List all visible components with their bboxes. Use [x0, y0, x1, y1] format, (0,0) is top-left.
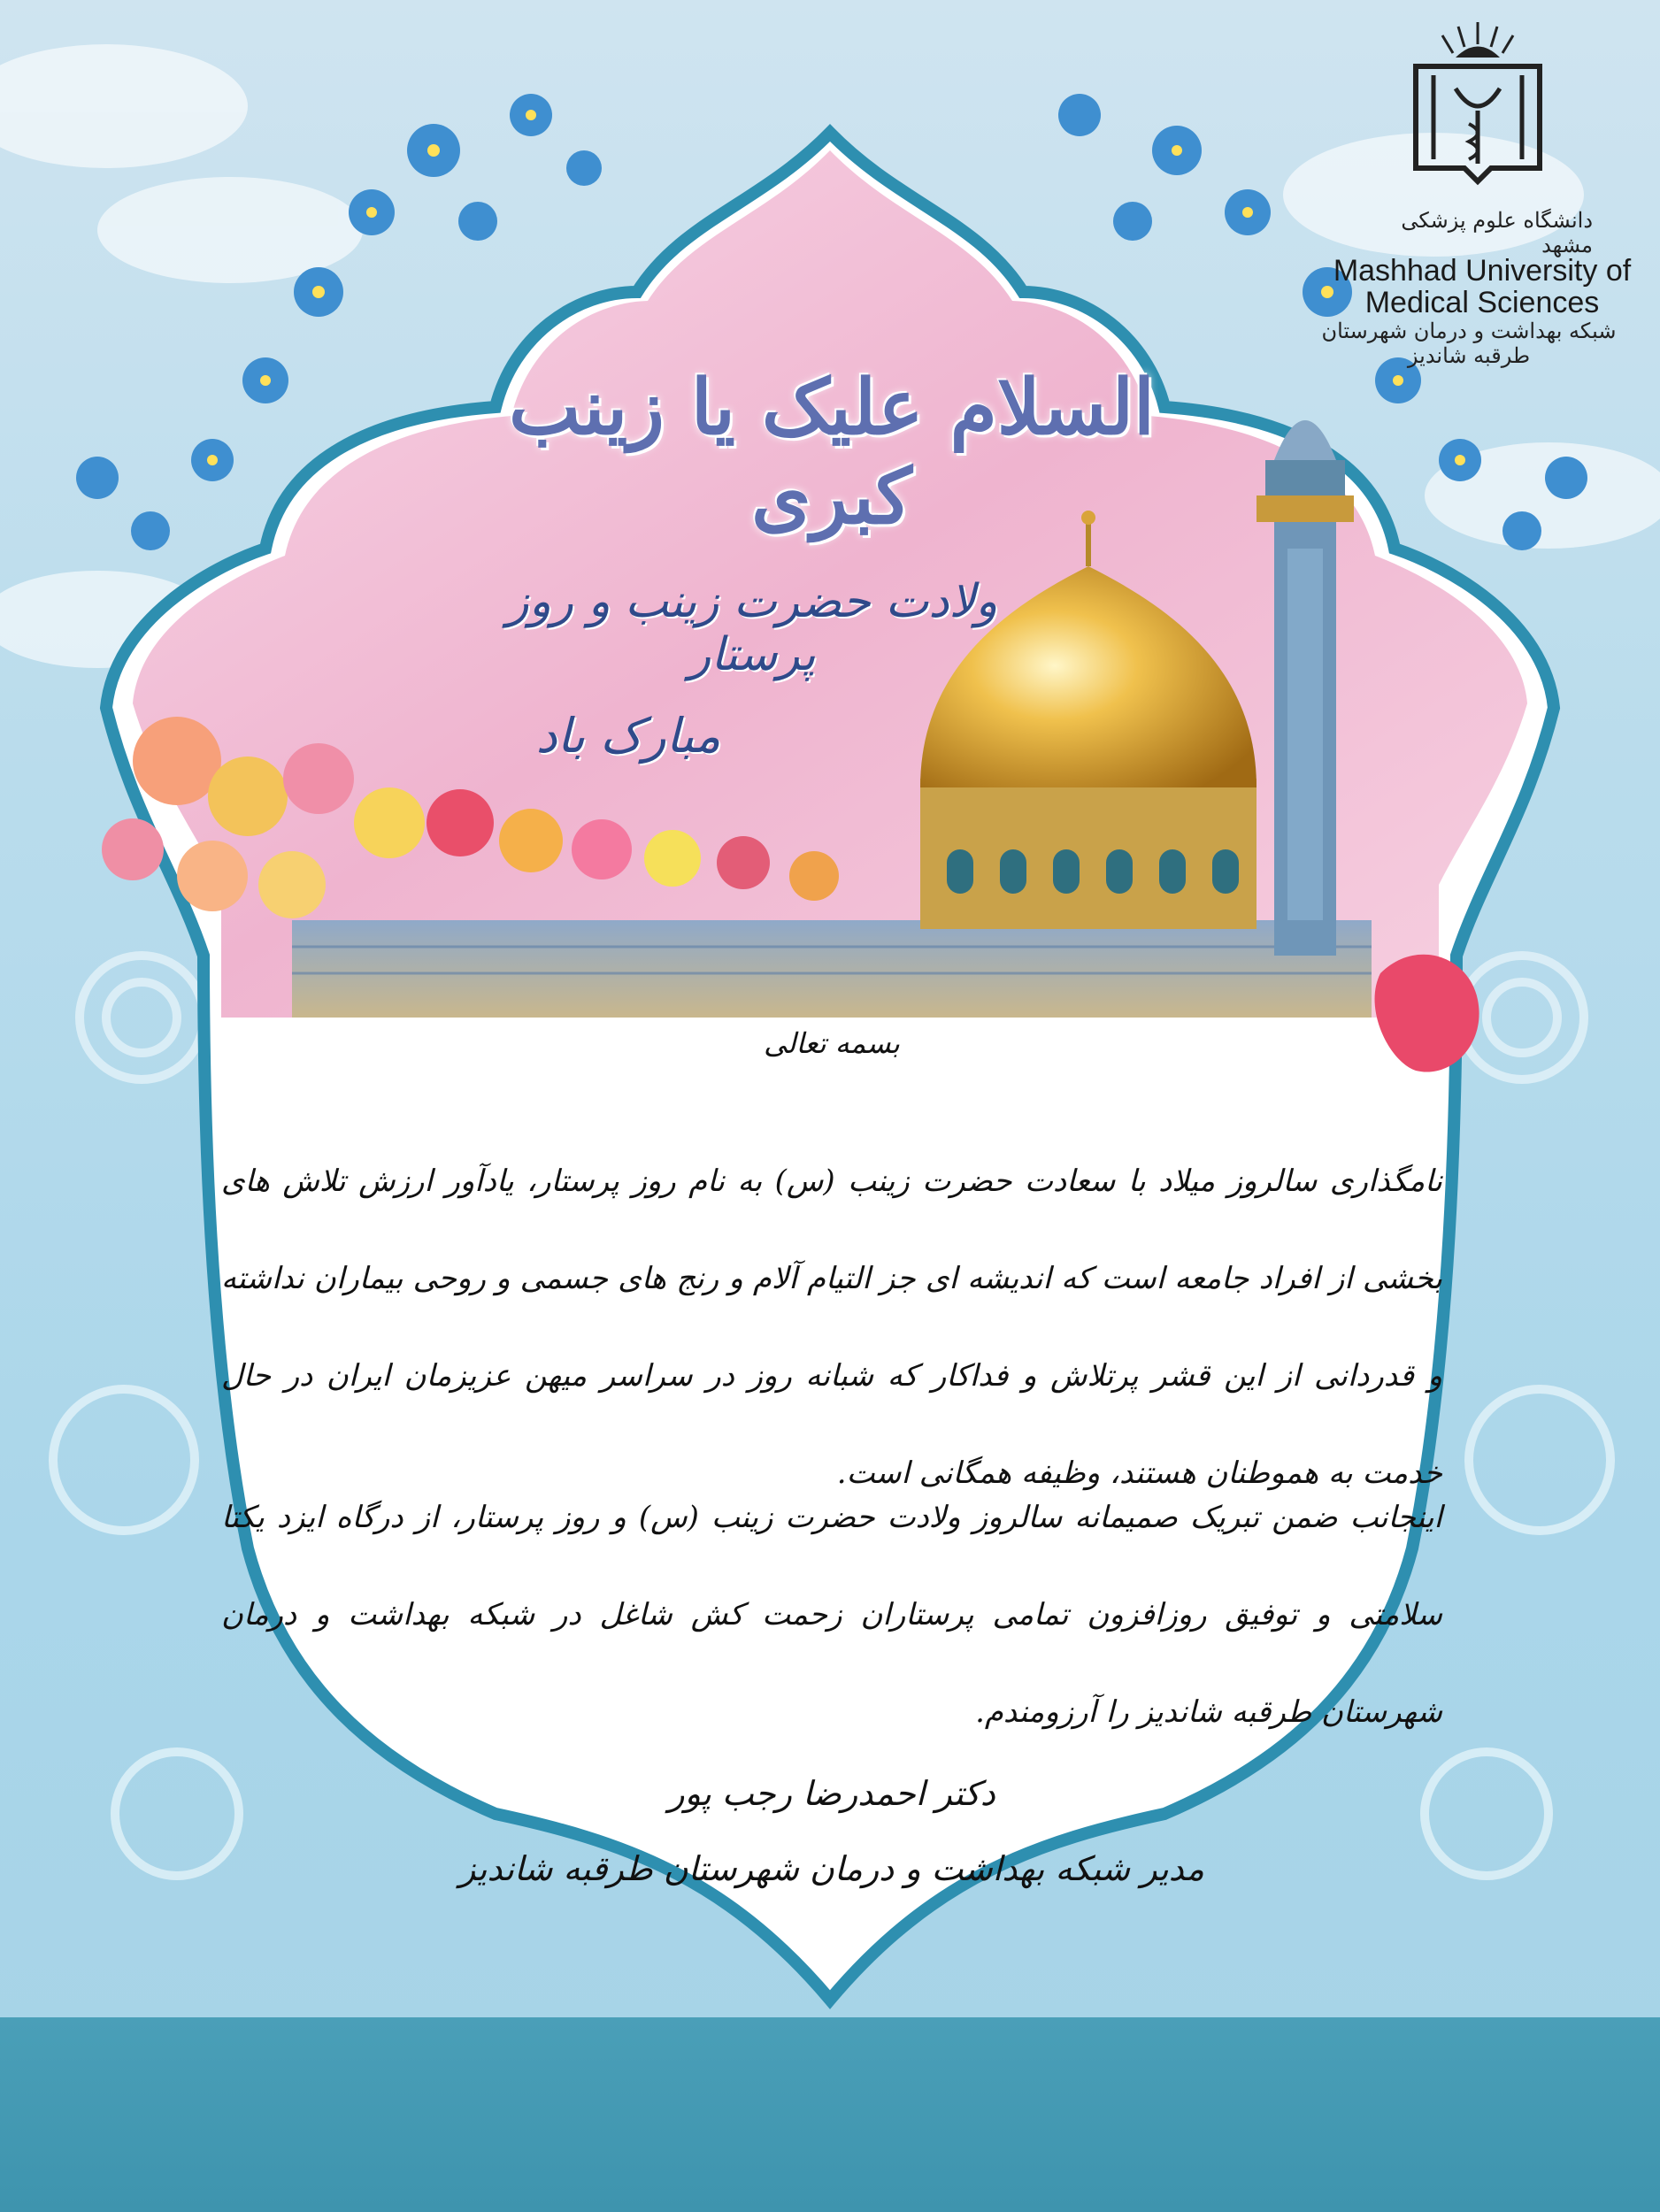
banner-congrats: مبارک باد [535, 708, 721, 764]
shrine-roof [292, 920, 1372, 1018]
health-network-name: شبکه بهداشت و درمان شهرستان طرقبه شاندیز [1321, 319, 1617, 368]
university-name-en: Mashhad University of Medical Sciences [1333, 254, 1632, 319]
bottom-band [0, 2017, 1660, 2212]
banner-occasion: ولادت حضرت زینب و روز پرستار [506, 575, 998, 681]
signature-title: مدیر شبکه بهداشت و درمان شهرستان طرقبه شاندیز [458, 1849, 1205, 1888]
university-name-fa: دانشگاه علوم پزشکی مشهد [1401, 208, 1593, 257]
banner-salutation: السلام علیک یا زینب کبری [509, 363, 1155, 541]
letter-paragraph-2: اینجانب ضمن تبریک صمیمانه سالروز ولادت حضرت زینب (س) و روز پرستار، از درگاه ایزد یکتا سلامتی و توفیق روزافزون تمامی پرستاران زحمت کش شاغل در شبکه بهداشت و درمان شهرستان طرقبه شاندیز را آرزومندم. [221, 1500, 1442, 1730]
letter-paragraph-1: نامگذاری سالروز میلاد با سعادت حضرت زینب (س) به نام روز پرستار، یادآور ارزش تلاش های بخشی از افراد جامعه است که اندیشه ای جز التیام آلام و رنج های جسمی و روحی بیماران نداشته و قدردانی از این قشر پرتلاش و فداکار که شبانه روز در سراسر میهن عزیزمان ایران در حال خدمت به هموطنان هستند، وظیفه همگانی است. [221, 1164, 1442, 1491]
signature-name: دکتر احمدرضا رجب پور [668, 1774, 995, 1813]
university-logo [1321, 27, 1637, 368]
letter-heading: بسمه تعالی [764, 1026, 900, 1060]
